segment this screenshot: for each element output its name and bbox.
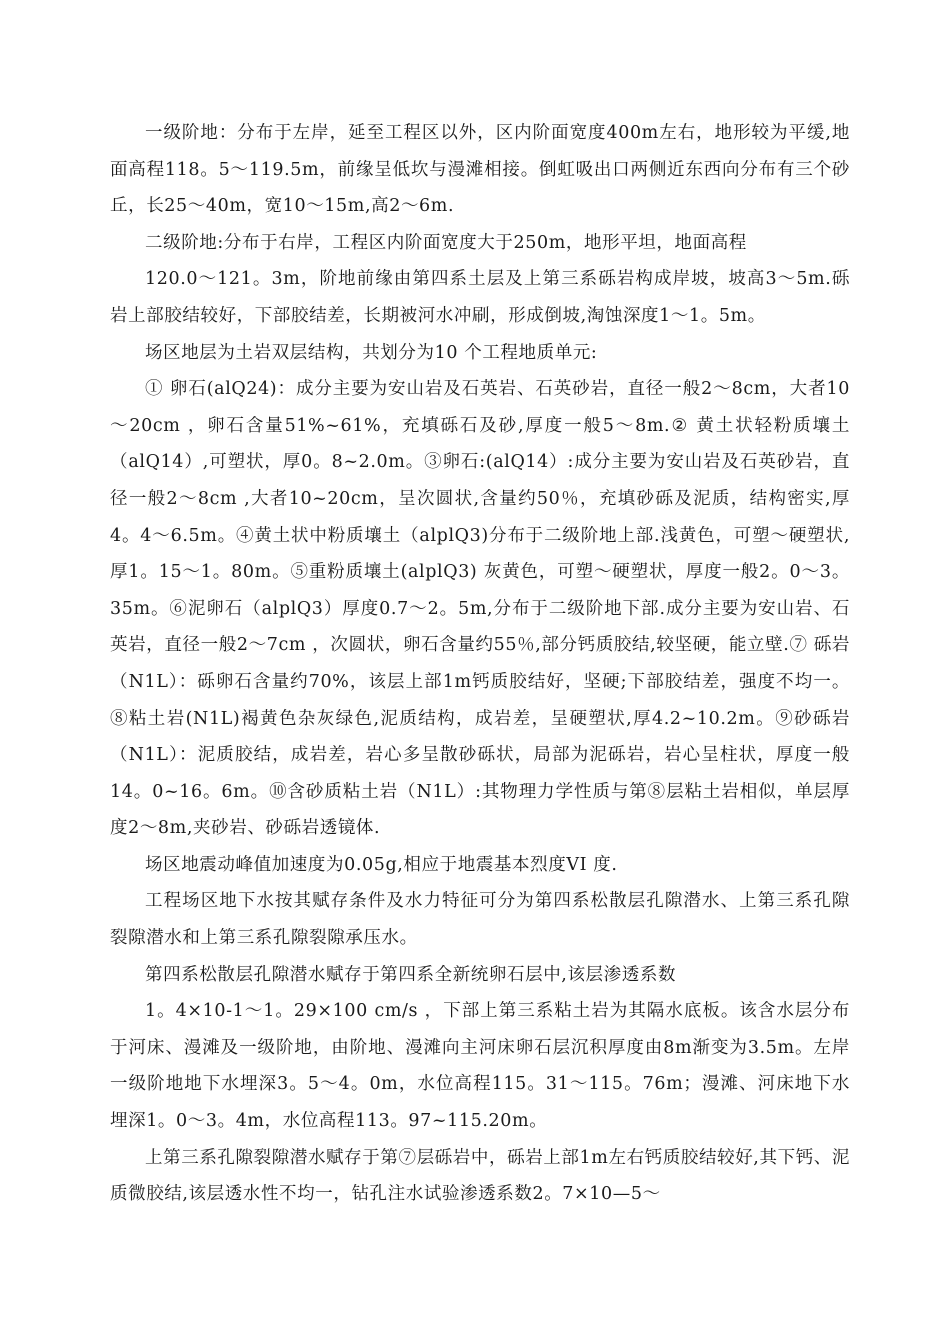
document-body [110,115,850,1213]
paragraph-seismic: 场区地震动峰值加速度为0.05g,相应于地震基本烈度VI 度. [145,854,618,875]
paragraph-strata-intro: 场区地层为土岩双层结构，共划分为10 个工程地质单元: [145,342,598,363]
paragraph-groundwater-types: 工程场区地下水按其赋存条件及水力特征可分为第四系松散层孔隙潜水、上第三系孔隙裂隙潜水和上第三系孔隙裂隙承压水。 [110,891,850,949]
paragraph-strata-units: ① 卵石(alQ24)：成分主要为安山岩及石英岩、石英砂岩，直径一般2～8cm，大者10～20cm ，卵石含量51%~61%，充填砾石及砂,厚度一般5～8m.② 黄土状轻粉质壤土（alQ14）,可塑状，厚0。8~2.0m。③卵石:(alQ14）:成分主要为安山岩及石英砂岩，直径一般2～8cm ,大者10~20cm，呈次圆状,含量约50％，充填砂砾及泥质，结构密实,厚4。4～6.5m。④黄土状中粉质壤土（alplQ3)分布于二级阶地上部.浅黄色，可塑～硬塑状,厚1。15～1。80m。⑤重粉质壤土(alplQ3) 灰黄色，可塑～硬塑状，厚度一般2。0～3。35m。⑥泥卵石（alplQ3）厚度0.7～2。5m,分布于二级阶地下部.成分主要为安山岩、石英岩，直径一般2～7cm ，次圆状，卵石含量约55％,部分钙质胶结,较坚硬，能立壁.⑦ 砾岩（N1L）：砾卵石含量约70%，该层上部1m钙质胶结好，坚硬;下部胶结差，强度不均一。⑧粘土岩(N1L)褐黄色杂灰绿色,泥质结构，成岩差，呈硬塑状,厚4.2~10.2m。⑨砂砾岩（N1L）：泥质胶结，成岩差，岩心多呈散砂砾状，局部为泥砾岩，岩心呈柱状，厚度一般14。0~16。6m。⑩含砂质粘土岩（N1L）:其物理力学性质与第⑧层粘土岩相似，单层厚度2～8m,夹砂岩、砂砾岩透镜体. [110,379,850,839]
paragraph-terrace-2-continued: 120.0～121。3m，阶地前缘由第四系土层及上第三系砾岩构成岸坡，坡高3～5m.砾岩上部胶结较好，下部胶结差，长期被河水冲刷，形成倒坡,淘蚀深度1～1。5m。 [110,269,850,326]
paragraph-quaternary-water: 第四系松散层孔隙潜水赋存于第四系全新统卵石层中,该层渗透系数 [145,964,677,985]
paragraph-quaternary-water-continued: 1。4×10-1～1。29×100 cm/s ，下部上第三系粘土岩为其隔水底板。该含水层分布于河床、漫滩及一级阶地，由阶地、漫滩向主河床卵石层沉积厚度由8m渐变为3.5m。左岸一级阶地地下水埋深3。5～4。0m，水位高程115。31～115。76m；漫滩、河床地下水埋深1。0～3。4m，水位高程113。97~115.20m。 [110,1001,850,1132]
paragraph-tertiary-water: 上第三系孔隙裂隙潜水赋存于第⑦层砾岩中，砾岩上部1m左右钙质胶结较好,其下钙、泥质微胶结,该层透水性不均一，钻孔注水试验渗透系数2。7×10—5～ [110,1147,850,1205]
paragraph-terrace-2: 二级阶地:分布于右岸，工程区内阶面宽度大于250m，地形平坦，地面高程 [145,232,747,253]
paragraph-terrace-1: 一级阶地：分布于左岸，延至工程区以外，区内阶面宽度400m左右，地形较为平缓,地面高程118。5～119.5m，前缘呈低坎与漫滩相接。倒虹吸出口两侧近东西向分布有三个砂丘，长25～40m，宽10～15m,高2～6m. [110,123,850,217]
